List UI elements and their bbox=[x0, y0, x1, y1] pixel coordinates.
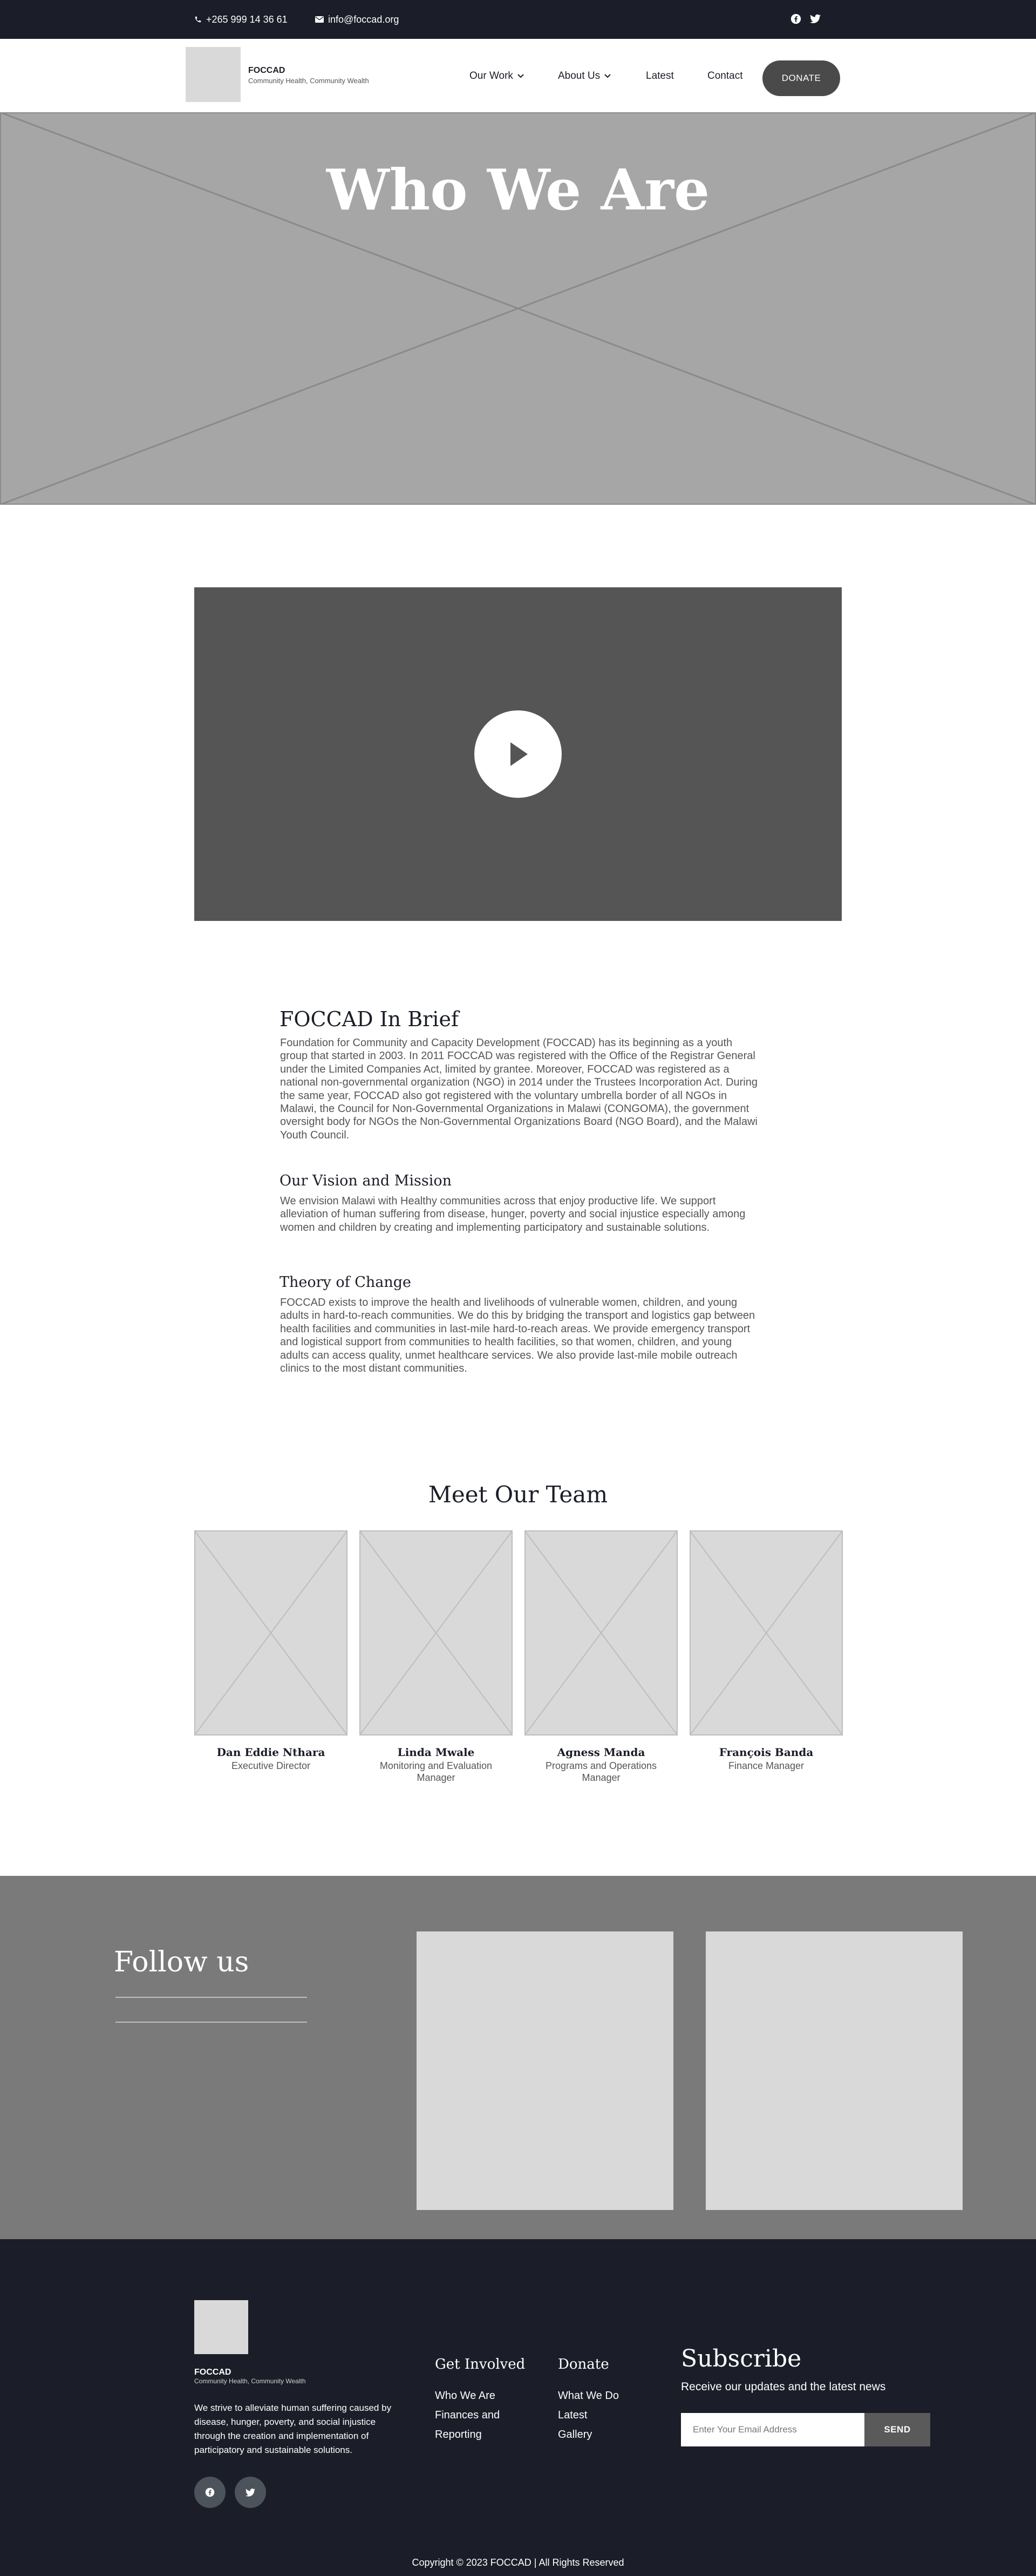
email-address: info@foccad.org bbox=[328, 13, 399, 25]
nav-about-us-label: About Us bbox=[558, 70, 601, 82]
team-member-role: Finance Manager bbox=[728, 1760, 805, 1771]
follow-title: Follow us bbox=[114, 1946, 249, 1978]
top-bar bbox=[0, 0, 1036, 39]
send-button[interactable]: SEND bbox=[864, 2413, 930, 2446]
team-member-name: Linda Mwale bbox=[397, 1746, 475, 1759]
vision-text: We envision Malawi with Healthy communities across that enjoy productive life. We support alleviation of human suffering from disease, hunger, poverty and social injustice especially among women and children by creating and implementing participatory and sustainable solutions. bbox=[280, 1195, 746, 1233]
footer-facebook-button[interactable] bbox=[194, 2477, 226, 2508]
brand-name: FOCCAD bbox=[248, 66, 285, 75]
brand-tagline: Community Health, Community Wealth bbox=[248, 77, 369, 85]
footer-link-finances[interactable]: Finances and bbox=[435, 2409, 500, 2421]
footer-link-reporting[interactable]: Reporting bbox=[435, 2429, 482, 2441]
team-member-name: Dan Eddie Nthara bbox=[216, 1746, 325, 1759]
nav-our-work[interactable] bbox=[469, 70, 524, 82]
site-logo[interactable] bbox=[186, 47, 241, 102]
chevron-down-icon bbox=[604, 74, 611, 78]
team-title: Meet Our Team bbox=[428, 1481, 608, 1508]
play-button[interactable] bbox=[474, 710, 562, 798]
footer-brand-tagline: Community Health, Community Wealth bbox=[194, 2377, 306, 2385]
hero-title: Who We Are bbox=[326, 157, 710, 223]
donate-title: Donate bbox=[558, 2356, 609, 2372]
team-photo-placeholder bbox=[690, 1530, 843, 1736]
team-photo-placeholder bbox=[194, 1530, 347, 1736]
nav-contact[interactable] bbox=[707, 70, 742, 82]
twitter-icon[interactable] bbox=[808, 12, 822, 26]
social-feed-card[interactable] bbox=[417, 1931, 673, 2210]
play-icon bbox=[507, 741, 529, 767]
nav-about-us[interactable] bbox=[558, 70, 611, 82]
site-footer bbox=[0, 2239, 1036, 2576]
team-member-role: Monitoring and Evaluation Manager bbox=[379, 1760, 493, 1783]
email-contact[interactable] bbox=[315, 0, 399, 39]
team-photo-placeholder bbox=[524, 1530, 678, 1736]
phone-icon bbox=[194, 16, 202, 23]
vision-title: Our Vision and Mission bbox=[280, 1172, 452, 1189]
copyright: Copyright © 2023 FOCCAD | All Rights Reserved bbox=[412, 2557, 624, 2568]
team-member-role: Executive Director bbox=[231, 1760, 311, 1771]
theory-title: Theory of Change bbox=[280, 1274, 412, 1291]
nav-latest[interactable] bbox=[646, 70, 674, 82]
footer-twitter-button[interactable] bbox=[235, 2477, 266, 2508]
nav-our-work-label: Our Work bbox=[469, 70, 513, 82]
nav-contact-label: Contact bbox=[707, 70, 743, 82]
theory-text: FOCCAD exists to improve the health and livelihoods of vulnerable women, children, and young adults in hard-to-reach communities. We do this by bridging the transport and logistics gap between health facilities and communities in last-mile hard-to-reach areas. We provide emergency transport and logistical support from communities to health facilities, so that women, children, and young adults can access quality, unmet healthcare services. We also provide last-mile mobile outreach clinics to the most distant communities. bbox=[280, 1297, 755, 1375]
phone-contact[interactable] bbox=[194, 0, 288, 39]
footer-link-gallery[interactable]: Gallery bbox=[558, 2429, 592, 2441]
chevron-down-icon bbox=[517, 74, 524, 78]
brief-title: FOCCAD In Brief bbox=[280, 1007, 459, 1031]
brief-text: Foundation for Community and Capacity Development (FOCCAD) has its beginning as a youth group that started in 2003. In 2011 FOCCAD was registered with the Office of the Registrar General under the Limited Companies Act, limited by grantee. Moreover, FOCCAD was registered as a national non-governmental organization (NGO) in 2014 under the Trustees Incorporation Act. During the same year, FOCCAD also got registered with the voluntary umbrella border of all NGOs in Malawi, the Council for Non-Governmental Organizations in Malawi (CONGOMA), the government oversight body for NGOs the Non-Governmental Organizations Board (NGO Board), and the Malawi Youth Council. bbox=[280, 1037, 758, 1141]
nav-latest-label: Latest bbox=[646, 70, 674, 82]
mail-icon bbox=[315, 16, 324, 23]
footer-link-what-we-do[interactable]: What We Do bbox=[558, 2390, 619, 2402]
donate-button[interactable]: DONATE bbox=[762, 60, 840, 96]
team-member-name: François Banda bbox=[719, 1746, 814, 1759]
divider bbox=[115, 2022, 307, 2023]
footer-link-latest[interactable]: Latest bbox=[558, 2409, 588, 2421]
get-involved-title: Get Involved bbox=[435, 2356, 526, 2372]
facebook-icon bbox=[205, 2487, 215, 2497]
team-member-role: Programs and Operations Manager bbox=[545, 1760, 657, 1783]
footer-description: We strive to alleviate human suffering caused by disease, hunger, poverty, and social injustice through the creation and implementation of participatory and sustainable solutions. bbox=[194, 2403, 392, 2455]
phone-number: +265 999 14 36 61 bbox=[206, 13, 288, 25]
team-member-name: Agness Manda bbox=[557, 1746, 645, 1759]
email-input[interactable] bbox=[681, 2413, 864, 2446]
footer-logo[interactable] bbox=[194, 2300, 248, 2354]
team-photo-placeholder bbox=[359, 1530, 513, 1736]
twitter-icon bbox=[246, 2489, 255, 2497]
footer-link-who-we-are[interactable]: Who We Are bbox=[435, 2390, 495, 2402]
footer-brand-name: FOCCAD bbox=[194, 2368, 231, 2377]
subscribe-text: Receive our updates and the latest news bbox=[681, 2381, 886, 2393]
facebook-icon[interactable] bbox=[789, 12, 803, 26]
subscribe-title: Subscribe bbox=[681, 2345, 802, 2372]
social-feed-card[interactable] bbox=[706, 1931, 963, 2210]
divider bbox=[115, 1997, 307, 1998]
